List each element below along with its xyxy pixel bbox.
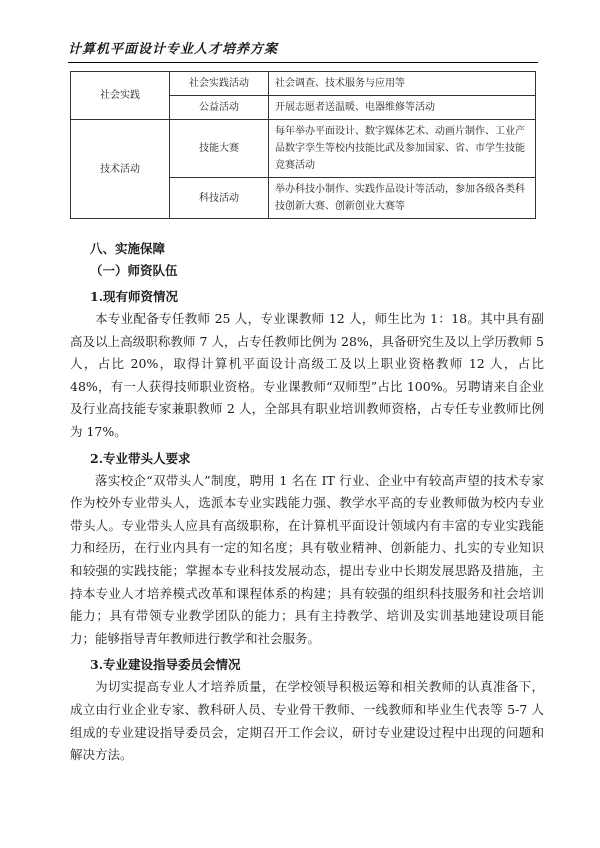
section-heading: 八、实施保障 bbox=[90, 241, 166, 256]
activity-desc-cell: 开展志愿者送温暖、电器维修等活动 bbox=[269, 96, 536, 120]
body-paragraph: 为切实提高专业人才培养质量，在学校领导积极运筹和相关教师的认真准备下，成立由行业企业专家、教科研人员、专业骨干教师、一线教师和毕业生代表等 5-7 人组成的专业建设指导委员会，定期召开工作会议，研讨专业建设过程中出现的问题和解决方法。 bbox=[70, 679, 544, 763]
body-paragraph: 落实校企“双带头人”制度，聘用 1 名在 IT 行业、企业中有较高声望的技术专家作为校外专业带头人，选派本专业实践能力强、教学水平高的专业教师做为校内专业带头人。专业带头人应具有高级职称，在计算机平面设计领域内有丰富的专业实践能力和经历，在行业内具有一定的知名度；具有敬业精神、创新能力、扎实的专业知识和较强的实践技能；掌握本专业科技发展动态，提出专业中长期发展思路及措施，主持本专业人才培养模式改革和课程体系的构建；具有较强的组织科技服务和社会培训能力；具有带领专业教学团队的能力；具有主持教学、培训及实训基地建设项目能力；能够指导青年教师进行教学和社会服务。 bbox=[70, 472, 544, 646]
activity-name-cell: 技能大赛 bbox=[170, 120, 269, 178]
item-heading: 1.现有师资情况 bbox=[90, 289, 179, 304]
subsection-heading: （一）师资队伍 bbox=[90, 263, 178, 278]
activities-table bbox=[70, 71, 536, 219]
activity-name-cell: 社会实践活动 bbox=[170, 72, 269, 96]
activity-desc-cell: 举办科技小制作、实践作品设计等活动，参加各级各类科技创新大赛、创新创业大赛等 bbox=[269, 178, 536, 219]
table-row bbox=[71, 120, 536, 178]
category-cell: 社会实践 bbox=[71, 72, 170, 120]
body-paragraph: 本专业配备专任教师 25 人，专业课教师 12 人，师生比为 1：18。其中具有副高及以上高级职称教师 7 人，占专任教师比例为 28%，具备研究生及以上学历教师 5 人，占比 20%，取得计算机平面设计高级工及以上职业资格教师 12 人，占比 48%，有一人获得技师职业资格。专业课教师“双师型”占比 100%。另聘请来自企业及行业高技能专家兼职教师 2 人，全部具有职业培训教师资格，占专任专业教师比例为 17%。 bbox=[70, 311, 544, 439]
activity-name-cell: 公益活动 bbox=[170, 96, 269, 120]
activity-desc-cell: 社会调查、技术服务与应用等 bbox=[269, 72, 536, 96]
main-content bbox=[70, 238, 544, 767]
item-heading: 3.专业建设指导委员会情况 bbox=[90, 657, 241, 673]
table-row bbox=[71, 72, 536, 96]
category-cell: 技术活动 bbox=[71, 120, 170, 219]
item-heading: 2.专业带头人要求 bbox=[90, 450, 191, 466]
page-header-title: 计算机平面设计专业人才培养方案 bbox=[68, 42, 279, 57]
activity-name-cell: 科技活动 bbox=[170, 178, 269, 219]
activity-desc-cell: 每年举办平面设计、数字媒体艺术、动画片制作、工业产品数字孪生等校内技能比武及参加国家、省、市学生技能竞赛活动 bbox=[269, 120, 536, 178]
header-divider bbox=[68, 62, 538, 63]
